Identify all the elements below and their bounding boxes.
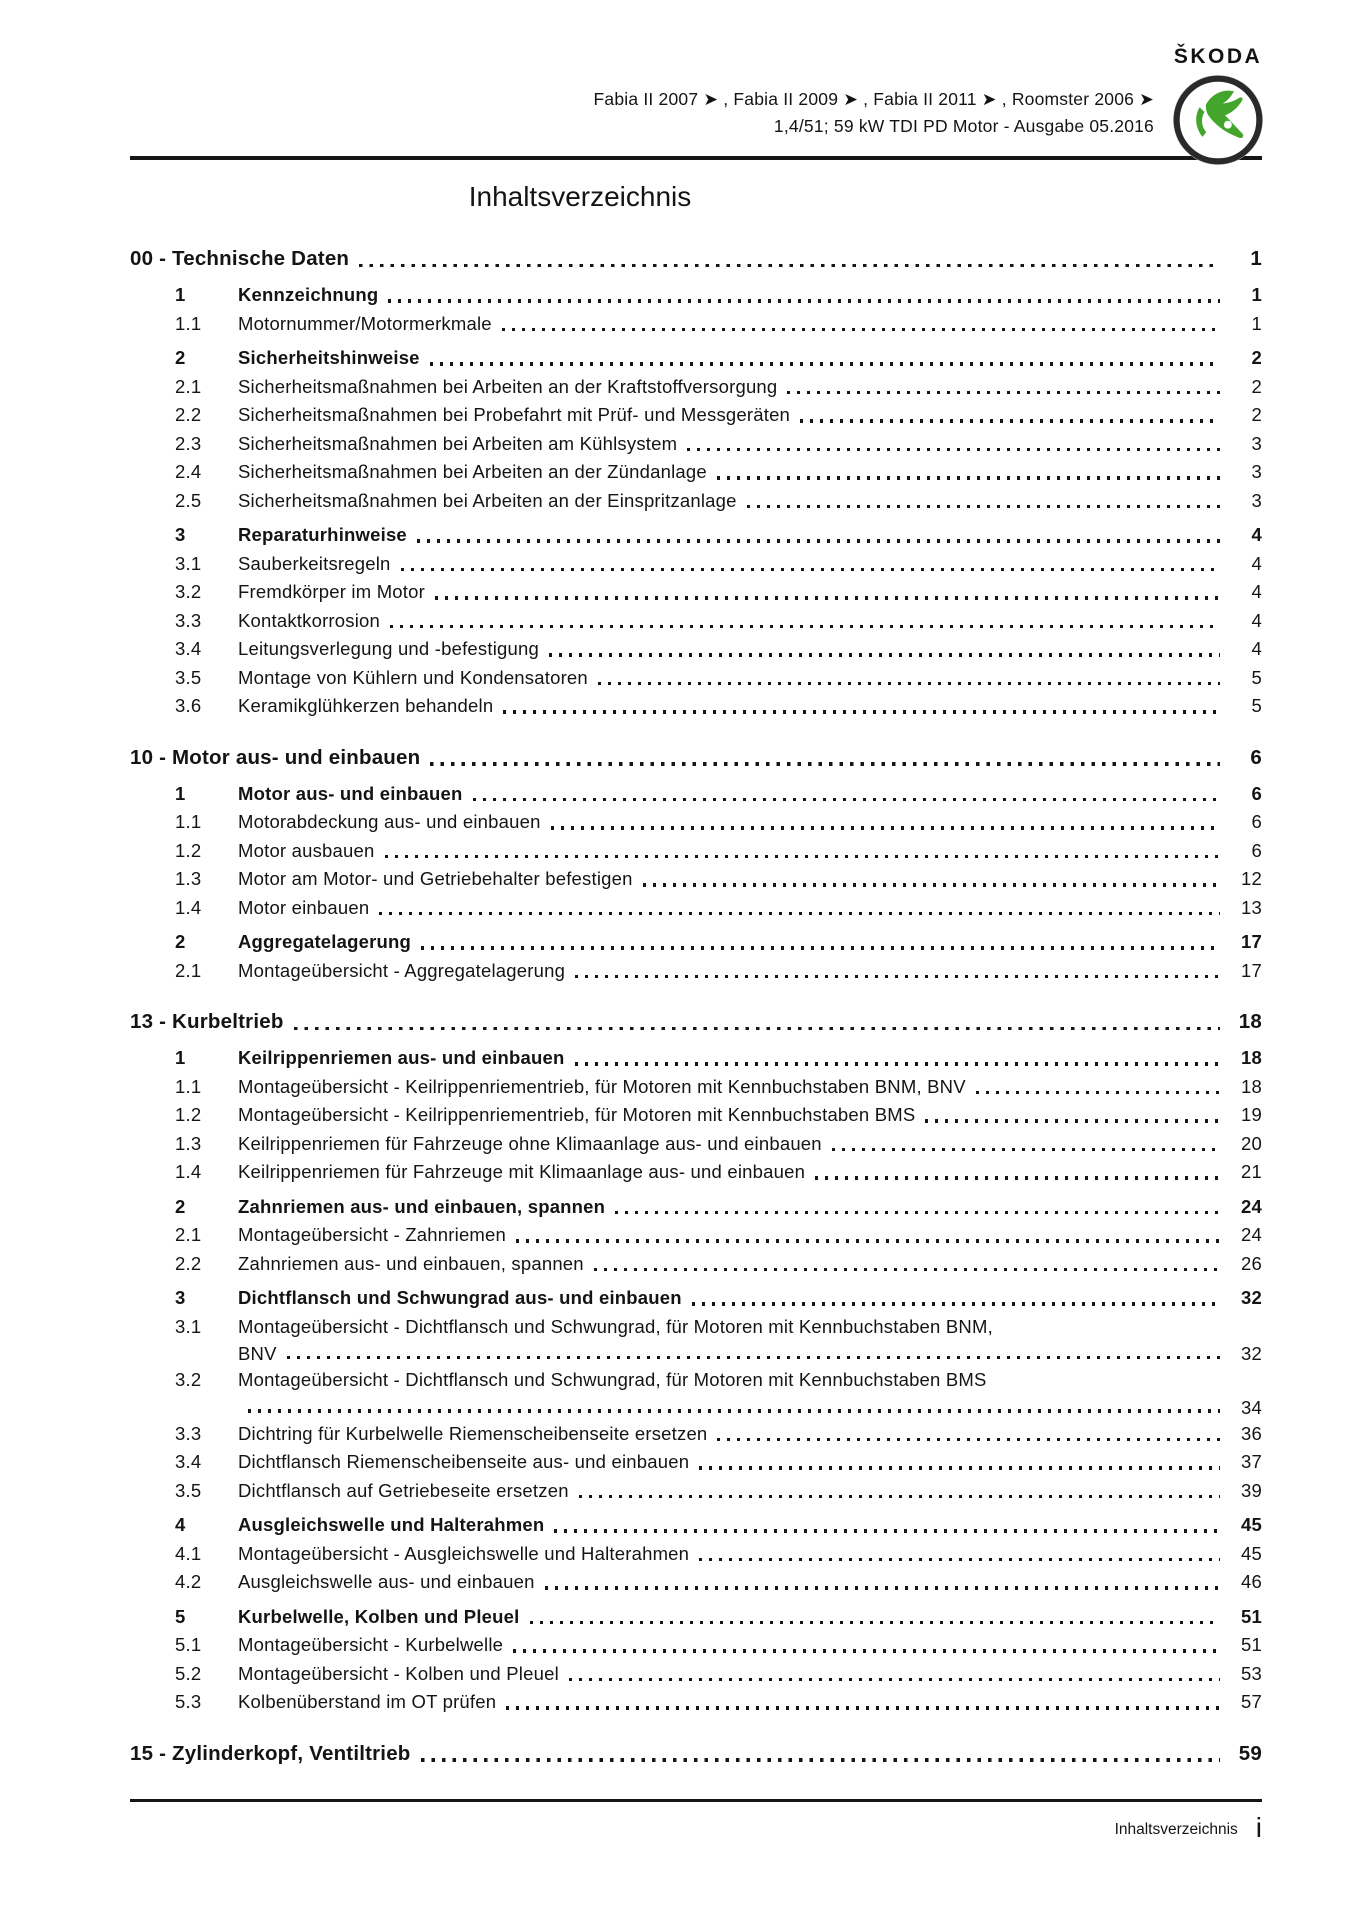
toc-entry-title: Dichtflansch Riemenscheibenseite aus- und einbauen [238,1451,690,1472]
toc-entry-page: 4 [1251,609,1262,631]
toc-entry [130,430,1262,459]
dot-leader [388,299,1220,302]
skoda-winged-arrow-icon [1171,73,1265,167]
toc-entry-number: 3.5 [175,1479,202,1501]
toc-entry-number: 3.3 [175,1422,202,1444]
dot-leader [692,1302,1220,1305]
dot-leader [747,505,1220,508]
toc-entry [130,1477,1262,1506]
toc-entry [130,344,1262,373]
toc-entry-title: Motor ausbauen [238,839,375,861]
toc-entry-page: 3 [1251,489,1262,511]
toc-entry-title: Sicherheitshinweise [238,347,420,368]
toc-entry-page: 57 [1241,1691,1262,1712]
toc-entry-page: 45 [1241,1542,1262,1564]
toc-entry-number: 5.1 [175,1634,202,1655]
toc-entry-page: 39 [1241,1479,1262,1501]
dot-leader [421,1758,1220,1761]
toc-entry-title: Sauberkeitsregeln [238,552,391,574]
toc-entry-number: 4.1 [175,1542,202,1564]
toc-entry-number: 2.5 [175,489,202,511]
toc-entry-page: 1 [1251,312,1262,334]
dot-leader [699,1466,1220,1469]
page-header [130,0,1262,140]
toc-entry-page: 1 [1250,247,1262,270]
dot-leader [421,946,1220,949]
toc-entry-title: Motor am Motor- und Getriebehalter befestigen [238,868,633,889]
toc-entry-title: Dichtflansch auf Getriebeseite ersetzen [238,1479,569,1501]
dot-leader [417,539,1220,542]
toc-entry-page: 4 [1251,552,1262,574]
toc-section [130,242,1262,721]
toc-entry-number: 2.3 [175,432,202,454]
toc-entry-number: 3.4 [175,1451,202,1472]
toc-entry [130,780,1262,809]
toc-section-heading [130,1737,1262,1770]
toc-entry-title: Zahnriemen aus- und einbauen, spannen [238,1195,606,1217]
toc-entry-page: 37 [1241,1451,1262,1472]
toc-entry-number: 2.4 [175,461,202,482]
toc-entry-title: Kennzeichnung [238,284,379,305]
toc-entry-number: 3.1 [175,552,202,574]
toc-entry-page: 6 [1251,839,1262,861]
toc-entry-number: 1 [175,284,186,305]
dot-leader [598,682,1220,685]
toc-entry-page: 6 [1251,782,1262,804]
toc-entry-page: 19 [1241,1104,1262,1125]
dot-leader [294,1027,1220,1030]
toc-entry [130,373,1262,402]
toc-entry-title: Sicherheitsmaßnahmen bei Probefahrt mit Prüf- und Messgeräten [238,404,791,425]
toc-entry-number: 5.3 [175,1691,202,1712]
toc-entry-number: 1.4 [175,1161,202,1182]
toc-section-heading [130,1005,1262,1038]
toc-entry [130,1448,1262,1477]
toc-entry [130,1420,1262,1449]
toc-entry-page: 3 [1251,432,1262,454]
toc-entry-page: 26 [1241,1252,1262,1274]
toc-entry-title: 13 - Kurbeltrieb [130,1010,284,1033]
toc-entry-title: Fremdkörper im Motor [238,581,425,602]
toc-entry [130,401,1262,430]
toc-entry-page: 18 [1238,1010,1262,1033]
dot-leader [549,653,1220,656]
toc-entry-number: 1 [175,782,186,804]
toc-entry-title: Keilrippenriemen aus- und einbauen [238,1047,565,1068]
toc-entry-title: Montageübersicht - Keilrippenriementrieb, für Motoren mit Kennbuchstaben BMS [238,1104,916,1125]
toc-entry [130,1313,1262,1367]
toc-entry-title: Reparaturhinweise [238,524,407,545]
toc-entry [130,550,1262,579]
toc-entry-title: Leitungsverlegung und -befestigung [238,638,539,659]
toc-entry-page: 6 [1250,745,1262,769]
toc-entry [130,957,1262,986]
dot-leader [430,362,1220,365]
toc-entry-number: 2 [175,931,186,952]
toc-entry-page: 6 [1251,811,1262,832]
toc-entry-page: 18 [1241,1047,1262,1068]
toc-entry [130,310,1262,339]
toc-entry-title: Montageübersicht - Dichtflansch und Schwungrad, für Motoren mit Kennbuchstaben BMS [238,1369,987,1390]
toc-entry-page: 46 [1241,1571,1262,1592]
dot-leader [530,1621,1221,1624]
toc-entry-number: 1.1 [175,811,202,832]
toc-entry [130,808,1262,837]
dot-leader [925,1119,1220,1122]
toc-entry-number: 3.5 [175,666,202,688]
footer-label: Inhaltsverzeichnis [1114,1821,1238,1838]
toc-entry-page: 3 [1251,461,1262,482]
toc-entry [130,521,1262,550]
toc-entry-page: 24 [1241,1224,1262,1245]
toc-entry-page: 51 [1241,1605,1262,1627]
toc-entry-title: Montage von Kühlern und Kondensatoren [238,666,588,688]
toc-entry-page: 18 [1241,1075,1262,1097]
toc-entry [130,1366,1262,1420]
toc-entry-page: 5 [1251,666,1262,688]
toc-section [130,741,1262,986]
toc-entry-page: 21 [1241,1161,1262,1182]
toc-entry [130,1540,1262,1569]
toc-entry-title: Montageübersicht - Kurbelwelle [238,1634,504,1655]
toc-entry-page: 45 [1241,1514,1262,1535]
dot-leader [502,328,1220,331]
toc-entry-title: Keilrippenriemen für Fahrzeuge mit Klimaanlage aus- und einbauen [238,1161,806,1182]
toc-entry-page: 53 [1241,1662,1262,1684]
dot-leader [473,798,1220,801]
toc-entry-page: 20 [1241,1132,1262,1154]
dot-leader [506,1706,1220,1709]
toc-entry-number: 1.1 [175,1075,202,1097]
toc-entry [130,1568,1262,1597]
toc-entry-number: 3 [175,1287,186,1308]
toc-entry [130,1044,1262,1073]
toc-entry-title: Zahnriemen aus- und einbauen, spannen [238,1252,584,1274]
toc-entry [130,635,1262,664]
dot-leader [615,1211,1220,1214]
header-models-line: Fabia II 2007 ➤ , Fabia II 2009 ➤ , Fabia II 2011 ➤ , Roomster 2006 ➤ [593,89,1154,109]
toc-entry-title: Motor aus- und einbauen [238,782,463,804]
dot-leader [643,883,1220,886]
dot-leader [687,448,1220,451]
toc-entry [130,1193,1262,1222]
toc-entry-number: 5 [175,1605,186,1627]
toc-entry-number: 2 [175,1195,186,1217]
toc-entry-number: 1.4 [175,896,202,918]
header-engine-line: 1,4/51; 59 kW TDI PD Motor - Ausgabe 05.2016 [773,116,1154,136]
toc-entry-number: 3.4 [175,638,202,659]
skoda-wordmark: ŠKODA [1173,45,1263,68]
toc-entry-title: Montageübersicht - Keilrippenriementrieb, für Motoren mit Kennbuchstaben BNM, BNV [238,1075,966,1097]
toc-entry-page: 4 [1251,524,1262,545]
dot-leader [430,762,1220,765]
dot-leader [401,568,1220,571]
toc-entry-number: 1.1 [175,312,202,334]
dot-leader [545,1586,1220,1589]
toc-entry-number: 3 [175,524,186,545]
toc-entry-page: 17 [1241,931,1262,952]
toc-entry-number: 1.3 [175,868,202,889]
toc-entry-title: Aggregatelagerung [238,931,412,952]
toc-entry-number: 1.3 [175,1132,202,1154]
toc-entry-page: 36 [1241,1422,1262,1444]
toc-section-heading [130,242,1262,275]
toc-entry-page: 2 [1251,347,1262,368]
toc-entry-page: 59 [1238,1741,1262,1765]
toc-entry [130,1158,1262,1187]
toc-entry-title: Ausgleichswelle und Halterahmen [238,1514,545,1535]
dot-leader [569,1678,1220,1681]
toc-entry-title: Ausgleichswelle aus- und einbauen [238,1571,535,1592]
dot-leader [551,826,1220,829]
toc-entry-page: 51 [1241,1634,1262,1655]
footer-page-number: i [1255,1812,1262,1843]
toc-entry-number: 3.3 [175,609,202,631]
footer-divider [130,1799,1262,1802]
toc-entry-page: 12 [1241,868,1262,889]
toc-entry-page: 24 [1241,1195,1262,1217]
toc-entry [130,607,1262,636]
toc-entry-number: 3.2 [175,581,202,602]
toc-entry-title: Motor einbauen [238,896,370,918]
page-footer [130,1799,1262,1842]
dot-leader [787,391,1220,394]
toc-entry [130,1130,1262,1159]
toc-entry [130,1250,1262,1279]
toc-entry-title: Montageübersicht - Ausgleichswelle und Halterahmen [238,1542,690,1564]
page-title: Inhaltsverzeichnis [468,181,692,212]
toc-entry-title: 00 - Technische Daten [130,247,350,270]
dot-leader [554,1529,1220,1532]
toc-entry [130,1101,1262,1130]
toc-entry [130,458,1262,487]
toc-entry-number: 5.2 [175,1662,202,1684]
toc-entry-title: Dichtflansch und Schwungrad aus- und einbauen [238,1287,682,1308]
dot-leader [579,1495,1220,1498]
toc-entry-title: BNV [238,1343,277,1364]
toc-entry-title: 15 - Zylinderkopf, Ventiltrieb [130,1741,411,1765]
toc [130,242,1262,1770]
toc-entry-title: Dichtring für Kurbelwelle Riemenscheibenseite ersetzen [238,1422,708,1444]
toc-entry-page: 13 [1241,896,1262,918]
toc-entry-title: Motorabdeckung aus- und einbauen [238,811,541,832]
toc-entry-title: Sicherheitsmaßnahmen bei Arbeiten an der Zündanlage [238,461,707,482]
toc-entry [130,664,1262,693]
toc-entry [130,578,1262,607]
toc-entry-number: 1.2 [175,1104,202,1125]
toc-entry-title: Keramikglühkerzen behandeln [238,695,494,716]
toc-entry-page: 17 [1241,959,1262,981]
dot-leader [717,1438,1220,1441]
dot-leader [699,1558,1220,1561]
toc-entry-number: 3.6 [175,695,202,716]
dot-leader [390,625,1220,628]
toc-section [130,1005,1262,1717]
toc-entry-title: Sicherheitsmaßnahmen bei Arbeiten am Kühlsystem [238,432,678,454]
toc-entry [130,1221,1262,1250]
toc-entry [130,865,1262,894]
dot-leader [359,264,1220,267]
dot-leader [575,975,1220,978]
dot-leader [287,1356,1220,1359]
toc-entry-title: Montageübersicht - Dichtflansch und Schwungrad, für Motoren mit Kennbuchstaben BNM, [238,1315,993,1337]
toc-entry-title: Montageübersicht - Aggregatelagerung [238,959,566,981]
skoda-logo [1157,44,1279,167]
toc-entry-title: Motornummer/Motormerkmale [238,312,492,334]
dot-leader [379,912,1220,915]
toc-entry-number: 1.2 [175,839,202,861]
toc-entry-number: 3.2 [175,1369,202,1390]
toc-entry [130,1688,1262,1717]
toc-section-heading [130,741,1262,774]
toc-entry [130,1073,1262,1102]
toc-entry [130,692,1262,721]
dot-leader [575,1062,1221,1065]
toc-entry-page: 2 [1251,375,1262,397]
toc-entry-number: 2.2 [175,1252,202,1274]
dot-leader [717,476,1220,479]
toc-entry [130,1631,1262,1660]
toc-entry-number: 4 [175,1514,186,1535]
dot-leader [503,710,1220,713]
toc-entry-number: 2.1 [175,1224,202,1245]
dot-leader [594,1268,1220,1271]
toc-entry-page: 4 [1251,638,1262,659]
toc-entry [130,281,1262,310]
toc-entry-number: 2.1 [175,375,202,397]
toc-entry [130,487,1262,516]
toc-entry [130,1660,1262,1689]
toc-entry-number: 4.2 [175,1571,202,1592]
toc-entry [130,894,1262,923]
toc-entry-title: Montageübersicht - Zahnriemen [238,1224,507,1245]
dot-leader [516,1239,1220,1242]
toc-section [130,1737,1262,1770]
toc-entry-title: Sicherheitsmaßnahmen bei Arbeiten an der Einspritzanlage [238,489,737,511]
dot-leader [976,1091,1220,1094]
toc-entry [130,1603,1262,1632]
toc-entry-title: Keilrippenriemen für Fahrzeuge ohne Klimaanlage aus- und einbauen [238,1132,822,1154]
dot-leader [385,855,1220,858]
toc-entry-page: 34 [1241,1396,1262,1418]
dot-leader [800,419,1220,422]
toc-entry [130,1511,1262,1540]
toc-entry [130,837,1262,866]
dot-leader [248,1409,1220,1412]
toc-entry-page: 4 [1251,581,1262,602]
dot-leader [513,1649,1220,1652]
toc-entry-title: Sicherheitsmaßnahmen bei Arbeiten an der Kraftstoffversorgung [238,375,778,397]
toc-entry-title: 10 - Motor aus- und einbauen [130,745,421,769]
dot-leader [435,596,1220,599]
toc-entry-number: 2.1 [175,959,202,981]
toc-entry [130,928,1262,957]
toc-entry-page: 32 [1241,1287,1262,1308]
toc-entry-number: 3.1 [175,1315,202,1337]
toc-entry-number: 1 [175,1047,186,1068]
toc-entry-number: 2.2 [175,404,202,425]
dot-leader [832,1148,1220,1151]
toc-entry [130,1284,1262,1313]
toc-entry-title: Kontaktkorrosion [238,609,381,631]
toc-entry-page: 2 [1251,404,1262,425]
header-divider [130,156,1262,160]
toc-entry-page: 1 [1251,284,1262,305]
toc-entry-page: 32 [1241,1343,1262,1364]
toc-entry-title: Kurbelwelle, Kolben und Pleuel [238,1605,520,1627]
toc-entry-number: 2 [175,347,186,368]
dot-leader [815,1176,1220,1179]
toc-entry-title: Kolbenüberstand im OT prüfen [238,1691,497,1712]
toc-entry-title: Montageübersicht - Kolben und Pleuel [238,1662,559,1684]
toc-entry-page: 5 [1251,695,1262,716]
